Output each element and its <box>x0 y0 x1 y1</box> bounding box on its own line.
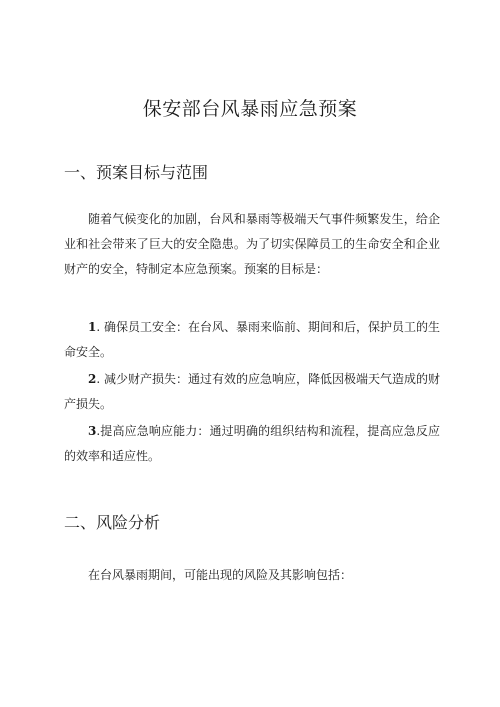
objectives-intro-paragraph: 随着气候变化的加剧，台风和暴雨等极端天气事件频繁发生，给企业和社会带来了巨大的安全隐患。为了切实保障员工的生命安全和企业财产的安全，特制定本应急预案。预案的目标是： <box>64 212 440 276</box>
objective-item-text: . 确保员工安全：在台风、暴雨来临前、期间和后，保护员工的生命安全。 <box>64 320 440 359</box>
section-heading-objectives: 一、预案目标与范围 <box>64 163 209 182</box>
objective-item-number: 2 <box>88 372 97 386</box>
objective-item-number: 3 <box>88 424 97 438</box>
document-title: 保安部台风暴雨应急预案 <box>142 98 358 120</box>
objective-item-number: 1 <box>88 320 97 334</box>
risk-intro-paragraph: 在台风暴雨期间，可能出现的风险及其影响包括： <box>88 568 353 582</box>
objective-item-2 <box>64 367 440 417</box>
objective-item-text: .提高应急响应能力：通过明确的组织结构和流程，提高应急反应的效率和适应性。 <box>64 424 440 463</box>
section-heading-risk-analysis: 二、风险分析 <box>64 513 161 532</box>
objective-item-1 <box>64 315 440 365</box>
objective-item-text: . 减少财产损失：通过有效的应急响应，降低因极端天气造成的财产损失。 <box>64 372 440 411</box>
objective-item-3 <box>64 419 440 469</box>
